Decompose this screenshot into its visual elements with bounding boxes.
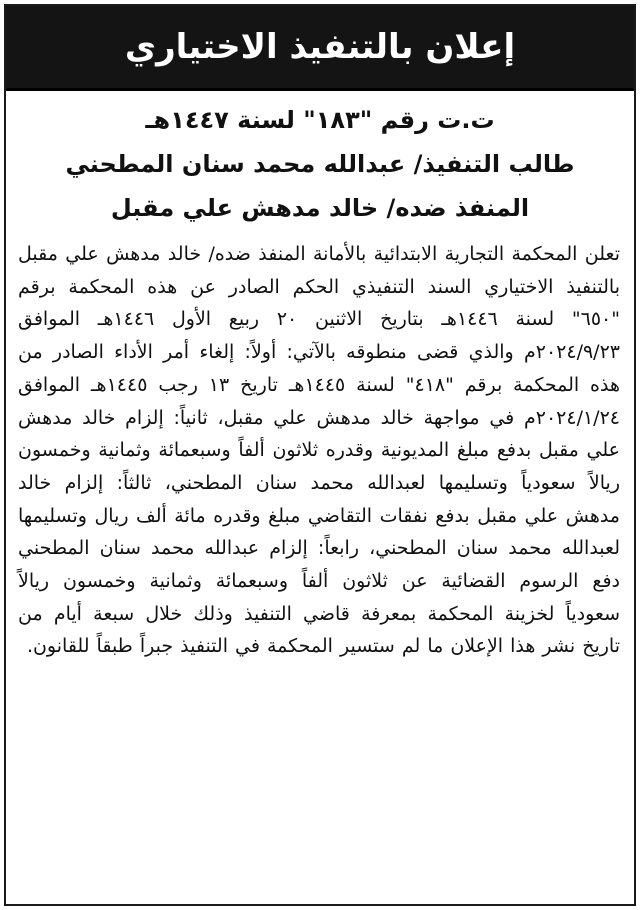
respondent-line: المنفذ ضده/ خالد مدهش علي مقبل bbox=[110, 194, 530, 222]
notice-body: تعلن المحكمة التجارية الابتدائية بالأمانة المنفذ ضده/ خالد مدهش علي مقبل بالتنفيذ الاختياري السند التنفيذي الحكم الصادر عن هذه المحكمة برقم "٦٥٠" لسنة ١٤٤٦هـ بتاريخ الاثنين ٢٠ ربيع الأول ١٤٤٦هـ الموافق ٢٠٢٤/٩/٢٣م والذي قضى منطوقه بالآتي: أولاً: إلغاء أمر الأداء الصادر من هذه المحكمة برقم "٤١٨" لسنة ١٤٤٥هـ تاريخ ١٣ رجب ١٤٤٥هـ الموافق ٢٠٢٤/١/٢٤م في مواجهة خالد مدهش علي مقبل، ثانياً: إلزام خالد مدهش علي مقبل بدفع مبلغ المديونية وقدره ثلاثون ألفاً وسبعمائة وثمانية وخمسون ريالاً سعودياً وتسليمها لعبدالله محمد سنان المطحني، ثالثاً: إلزام خالد مدهش علي مقبل بدفع نفقات التقاضي مبلغ وقدره مائة ألف ريال وتسليمها لعبدالله محمد سنان المطحني، رابعاً: إلزام عبدالله محمد سنان المطحني دفع الرسوم القضائية عن ثلاثون ألفاً وسبعمائة وثمانية وخمسون ريالاً سعودياً لخزينة المحكمة بمعرفة قاضي التنفيذ وذلك خلال سبعة أيام من تاريخ نشر هذا الإعلان ما لم ستسير المحكمة في التنفيذ جبراً طبقاً للقانون. bbox=[18, 243, 621, 658]
legal-notice bbox=[4, 4, 636, 906]
notice-headers bbox=[16, 98, 624, 230]
notice-title: إعلان بالتنفيذ الاختياري bbox=[124, 27, 516, 67]
claimant-line: طالب التنفيذ/ عبدالله محمد سنان المطحني bbox=[65, 150, 575, 178]
title-bar bbox=[6, 6, 634, 91]
case-number-line: ت.ت رقم "١٨٣" لسنة ١٤٤٧هـ bbox=[145, 106, 495, 134]
